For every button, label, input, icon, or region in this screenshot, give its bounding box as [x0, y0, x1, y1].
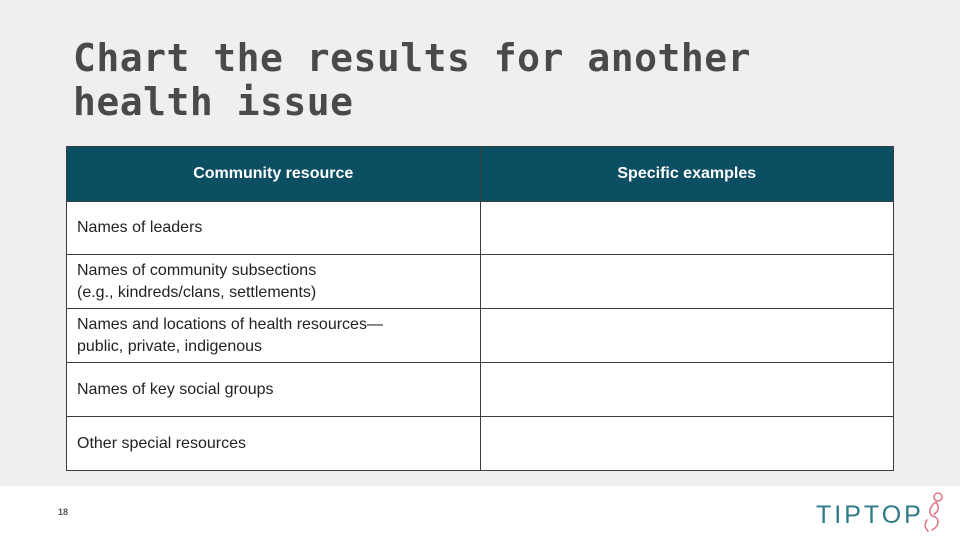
- examples-cell[interactable]: [480, 202, 894, 255]
- resource-cell: Names of community subsections (e.g., kindreds/clans, settlements): [67, 255, 481, 309]
- pregnant-woman-outline-icon: [918, 490, 948, 534]
- table-row: [67, 417, 894, 471]
- table-header-row: [67, 147, 894, 202]
- footer-bar: [0, 486, 960, 540]
- table-row: [67, 202, 894, 255]
- resource-table: [66, 146, 894, 471]
- resource-cell: Names of key social groups: [67, 363, 481, 417]
- examples-cell[interactable]: [480, 255, 894, 309]
- logo-text: TIPTOP: [816, 501, 924, 529]
- header-specific-examples: Specific examples: [480, 147, 894, 202]
- table-row: [67, 255, 894, 309]
- resource-cell: Names and locations of health resources— public, private, indigenous: [67, 309, 481, 363]
- table-row: [67, 363, 894, 417]
- slide-title: Chart the results for another health issue: [73, 36, 751, 124]
- header-community-resource: Community resource: [67, 147, 481, 202]
- examples-cell[interactable]: [480, 363, 894, 417]
- examples-cell[interactable]: [480, 309, 894, 363]
- table-row: [67, 309, 894, 363]
- tiptop-logo: [810, 486, 950, 540]
- resource-cell: Names of leaders: [67, 202, 481, 255]
- examples-cell[interactable]: [480, 417, 894, 471]
- page-number: 18: [58, 507, 69, 517]
- resource-cell: Other special resources: [67, 417, 481, 471]
